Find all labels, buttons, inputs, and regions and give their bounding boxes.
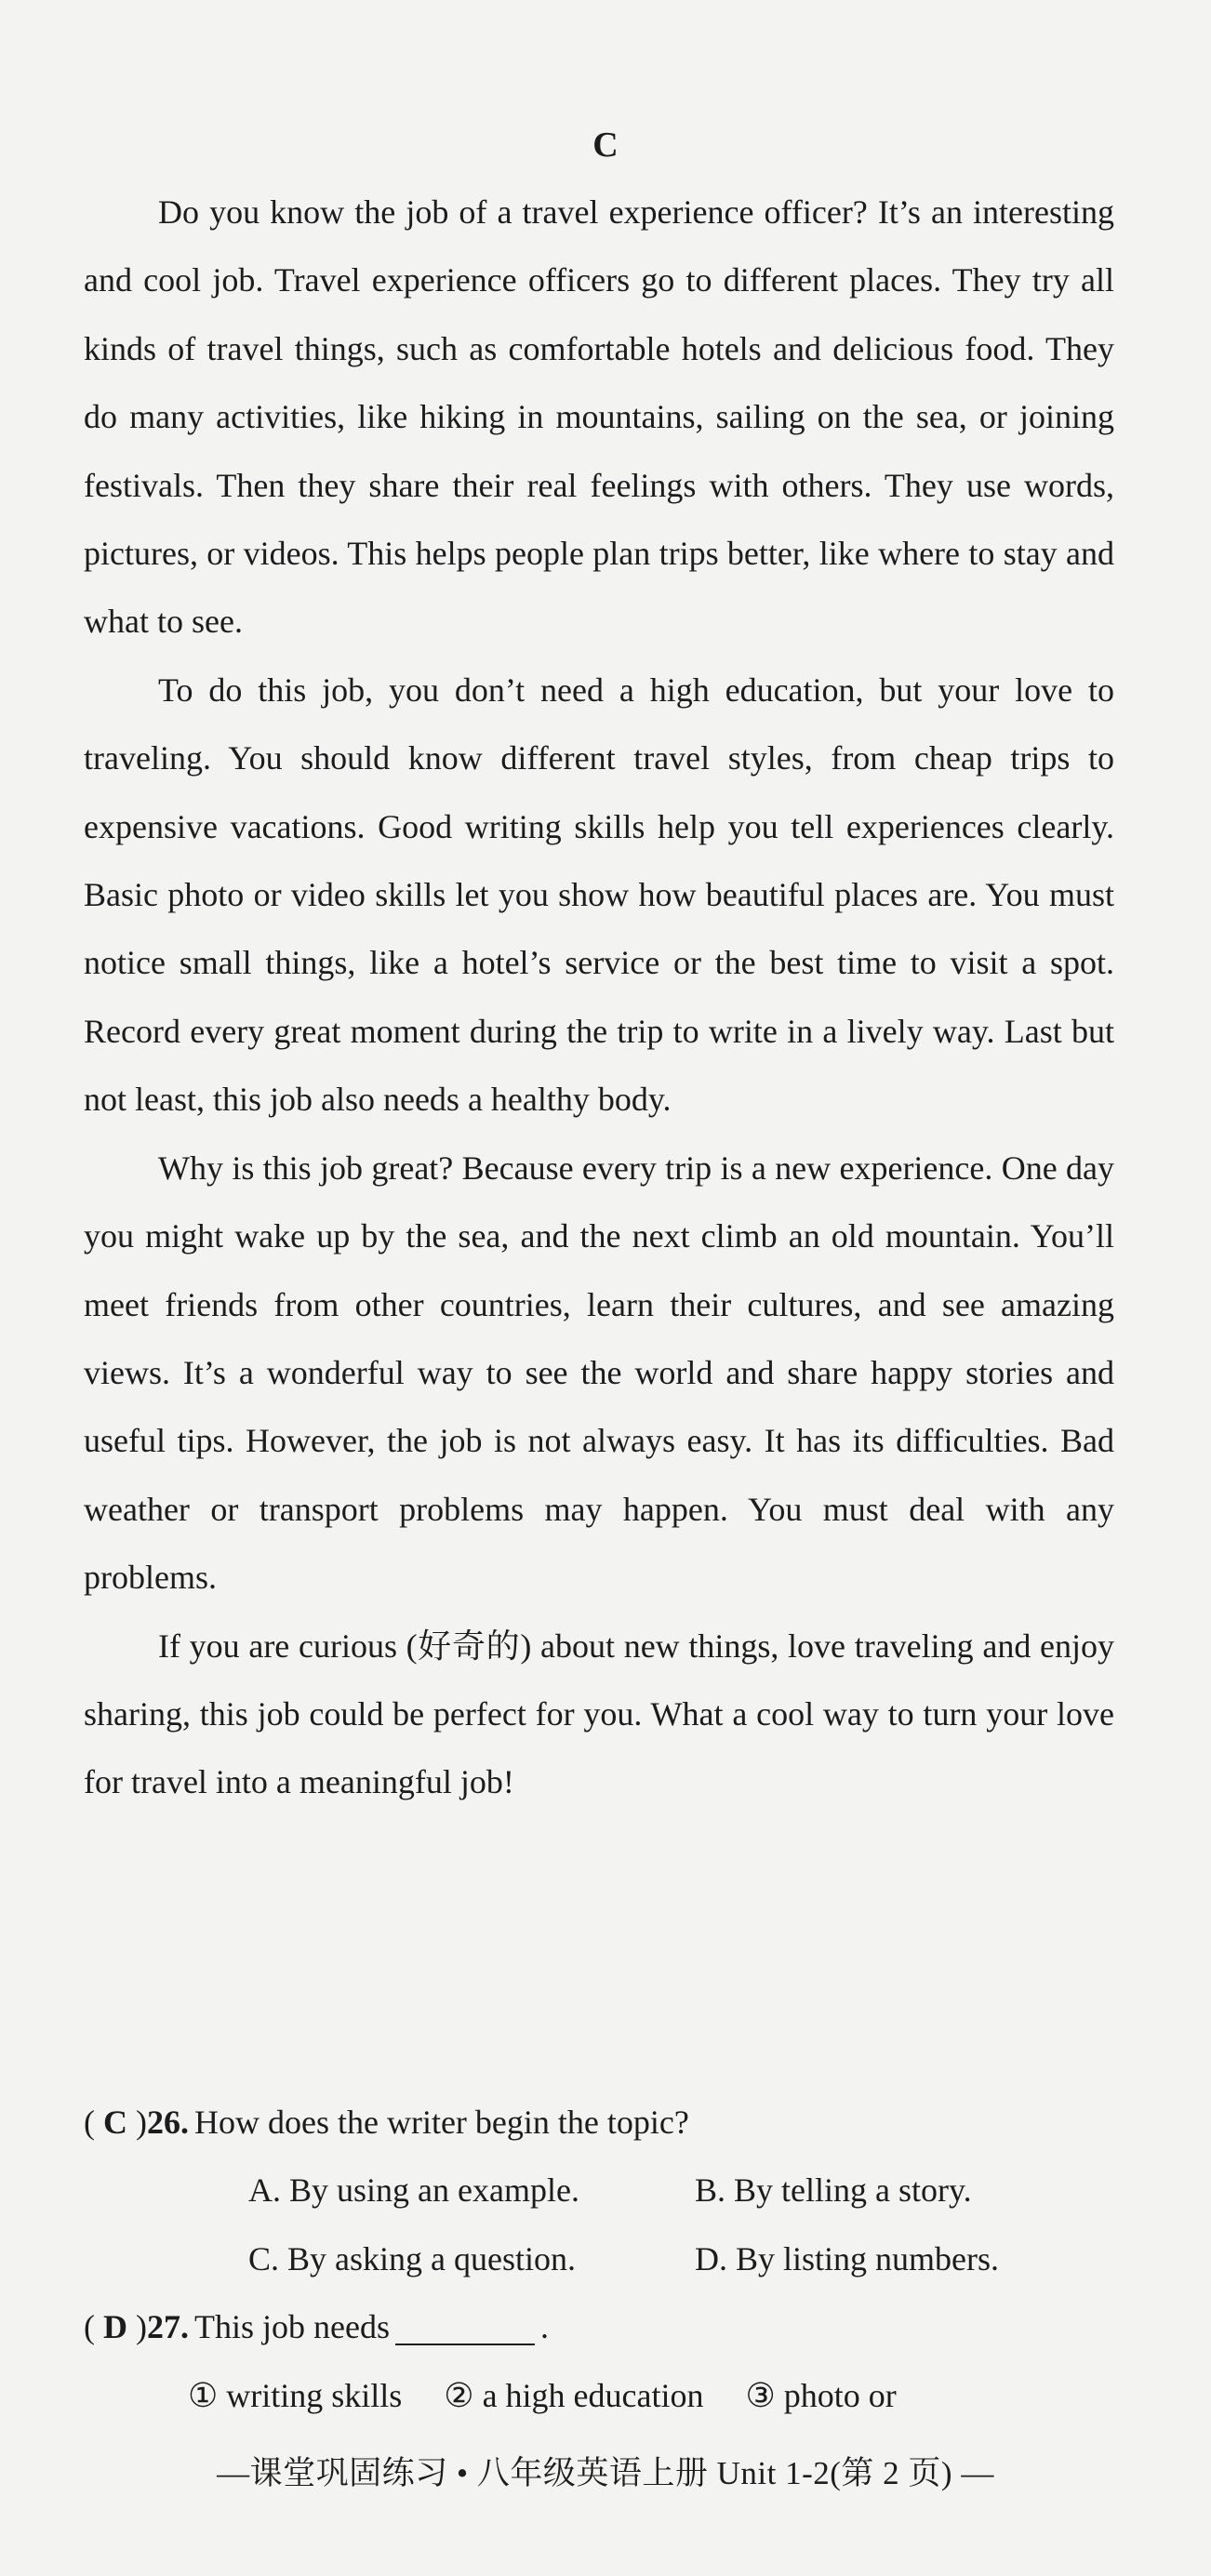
choice-1: ① writing skills — [188, 2376, 403, 2414]
option-b: B. By telling a story. — [695, 2171, 972, 2210]
question-27-number: 27. — [147, 2308, 189, 2346]
choice-2: ② a high education — [444, 2376, 704, 2414]
question-26-stem: How does the writer begin the topic? — [194, 2104, 689, 2141]
answer-26: C — [103, 2104, 127, 2141]
reading-passage — [84, 179, 1114, 1817]
question-27-stem: This job needs — [194, 2308, 390, 2346]
question-27-stem-end: . — [539, 2308, 549, 2346]
question-26-options-row-2 — [84, 2225, 1114, 2293]
question-27: ( D ) 27. This job needs . — [84, 2293, 1114, 2361]
question-27-choices — [84, 2362, 1114, 2430]
paragraph-4: If you are curious (好奇的) about new things, love traveling and enjoy sharing, this job could be perfect for you. What a cool way to turn your love for travel into a meaningful job! — [84, 1627, 1114, 1801]
question-26-options-row-1 — [84, 2157, 1114, 2224]
choice-3: ③ photo or — [745, 2376, 897, 2414]
answer-27: D — [103, 2308, 127, 2346]
paragraph-1: Do you know the job of a travel experience officer? It’s an interesting and cool job. Travel experience officers go to different places. They try all kinds of travel things, such as comfortable hotels and delicious food. They do many activities, like hiking in mountains, sailing on the sea, or joining festivals. Then they share their real feelings with others. They use words, pictures, or videos. This helps people plan trips better, like where to stay and what to see. — [84, 193, 1114, 641]
section-title: C — [592, 126, 619, 165]
answer-blank[interactable] — [395, 2310, 535, 2345]
question-26: ( C ) 26. How does the writer begin the topic? — [84, 2089, 1114, 2157]
option-c: C. By asking a question. — [248, 2239, 576, 2277]
paragraph-2: To do this job, you don’t need a high education, but your love to traveling. You should know different travel styles, from cheap trips to expensive vacations. Good writing skills help you tell experiences clearly. Basic photo or video skills let you show how beautiful places are. You must notice small things, like a hotel’s service or the best time to visit a spot. Record every great moment during the trip to write in a lively way. Last but not least, this job also needs a healthy body. — [84, 671, 1114, 1119]
option-a: A. By using an example. — [248, 2171, 579, 2210]
option-d: D. By listing numbers. — [695, 2239, 1000, 2277]
question-list — [84, 2089, 1114, 2430]
page-footer: —课堂巩固练习 • 八年级英语上册 Unit 1-2(第 2 页) — — [217, 2455, 994, 2491]
paragraph-3: Why is this job great? Because every trip is a new experience. One day you might wake up by the sea, and the next climb an old mountain. You’ll meet friends from other countries, learn their cultures, and see amazing views. It’s a wonderful way to see the world and share happy stories and useful tips. However, the job is not always easy. It has its difficulties. Bad weather or transport problems may happen. You must deal with any problems. — [84, 1149, 1114, 1597]
question-26-number: 26. — [147, 2104, 189, 2141]
